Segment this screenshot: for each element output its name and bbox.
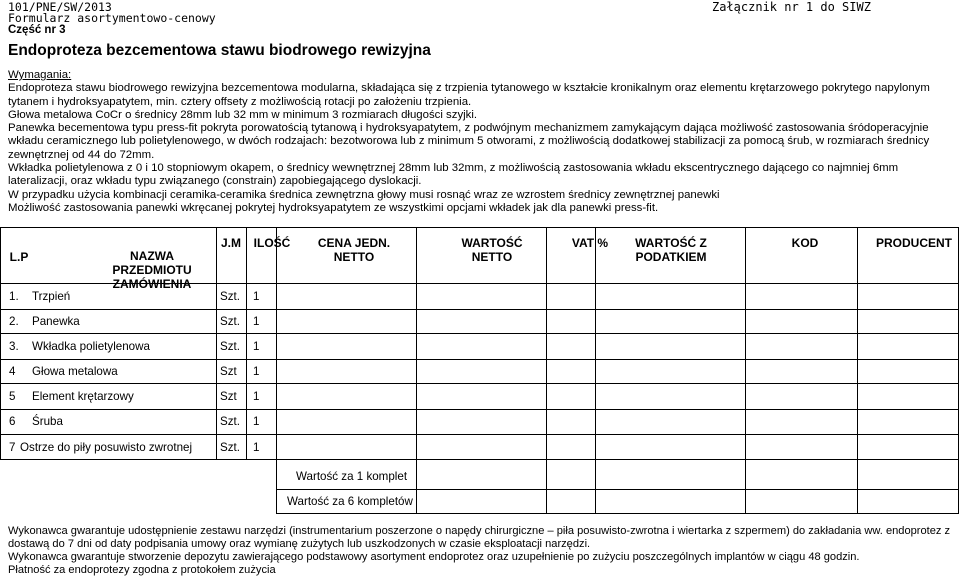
row-number: 6 bbox=[9, 415, 16, 428]
page-title: Endoproteza bezcementowa stawu biodrowego rewizyjna bbox=[8, 42, 431, 59]
row-item-name: Śruba bbox=[32, 415, 63, 428]
requirement-paragraph: Głowa metalowa CoCr o średnicy 28mm lub 32 mm w minimum 3 rozmiarach długości szyjki. bbox=[8, 108, 478, 121]
col-header-unit: J.M bbox=[220, 236, 241, 250]
requirement-paragraph: Możliwość zastosowania panewki wkręcanej pokrytej hydroksyapatytem ze wszystkimi opcjami wkładek jak dla panewki press-fit. bbox=[8, 201, 659, 214]
row-quantity: 1 bbox=[253, 365, 260, 378]
row-item-name: Trzpień bbox=[32, 290, 71, 303]
row-item-name: Wkładka polietylenowa bbox=[32, 340, 150, 353]
row-quantity: 1 bbox=[253, 315, 260, 328]
footer-note: Wykonawca gwarantuje stworzenie depozytu zawierającego podstawowy asortyment endoprotez oraz uzupełnienie po zużyciu poszczególnych implantów w ciągu 48 godzin. bbox=[8, 551, 860, 563]
col-header-lp: L.P bbox=[9, 250, 29, 264]
requirement-paragraph: Panewka becementowa typu press-fit pokryta porowatością tytanową i hydroksyapatytem, z podwójnym mechanizmem zamykającym dająca możliwość zastosowania śródoperacyjnie wkładu ceramicznego lub polietylenowego, w dwóch rodzajach: bezotworowa lub z minimum 5 otworami, z możliwością dodatkowej stabilizacji za pomocą śrub, w rozmiarach średnicy zewnętrznej od 44 do 72mm. bbox=[8, 122, 930, 161]
row-number: 5 bbox=[9, 390, 16, 403]
requirement-paragraph: Wkładka polietylenowa z 0 i 10 stopniowym okapem, o średnicy wewnętrznej 28mm lub 32mm, z możliwością zastosowania wkładu ekscentrycznego dającego co najmniej 6mm lateralizacji, oraz wkładu typu związanego (constrain) zapobiegającego dyslokacji. bbox=[8, 162, 899, 188]
row-number: 2. bbox=[9, 315, 19, 328]
row-quantity: 1 bbox=[253, 290, 260, 303]
row-unit: Szt. bbox=[220, 415, 240, 428]
col-header-qty: ILOŚĆ bbox=[253, 236, 291, 250]
form-name: Formularz asortymentowo-cenowy bbox=[8, 11, 216, 25]
summary-label-1-set: Wartość za 1 komplet bbox=[296, 470, 408, 483]
row-number: 3. bbox=[9, 340, 19, 353]
row-unit: Szt. bbox=[220, 315, 240, 328]
row-unit: Szt. bbox=[220, 441, 240, 454]
row-quantity: 1 bbox=[253, 340, 260, 353]
row-quantity: 1 bbox=[253, 441, 260, 454]
row-unit: Szt bbox=[220, 365, 237, 378]
row-unit: Szt. bbox=[220, 290, 240, 303]
col-header-name: NAZWA PRZEDMIOTU ZAMÓWIENIA bbox=[112, 249, 192, 291]
row-unit: Szt bbox=[220, 390, 237, 403]
col-header-vat: VAT % bbox=[571, 236, 609, 250]
col-header-code: KOD bbox=[791, 236, 819, 250]
row-number: 4 bbox=[9, 365, 16, 378]
document-reference: 101/PNE/SW/2013 bbox=[8, 0, 112, 14]
requirement-paragraph: W przypadku użycia kombinacji ceramika-ceramika średnica zewnętrzna głowy musi rosnąć wraz ze wzrostem średnicy zewnętrznej panewki bbox=[8, 188, 720, 201]
requirements-section bbox=[8, 69, 952, 215]
footer-notes bbox=[8, 525, 952, 577]
summary-label-6-sets: Wartość za 6 kompletów bbox=[287, 495, 413, 508]
footer-note: Wykonawca gwarantuje udostępnienie zestawu narzędzi (instrumentarium poszerzone o napędy chirurgiczne – piła posuwisto-zwrotna i wiertarka z szpermem) do zakładania ww. endoprotez z dostawą do 7 dni od daty podpisania umowy oraz wymianę zużytych lub uszkodzonych w czasie eksploatacji narzędzi. bbox=[8, 525, 951, 550]
row-item-name: Element krętarzowy bbox=[32, 390, 134, 403]
row-quantity: 1 bbox=[253, 390, 260, 403]
row-item-name: Panewka bbox=[32, 315, 80, 328]
part-label: Część nr 3 bbox=[8, 24, 66, 36]
row-item-name: Ostrze do piły posuwisto zwrotnej bbox=[20, 441, 193, 454]
row-item-name: Głowa metalowa bbox=[32, 365, 118, 378]
row-number: 1. bbox=[9, 290, 19, 303]
annex-label: Załącznik nr 1 do SIWZ bbox=[712, 0, 871, 14]
row-quantity: 1 bbox=[253, 415, 260, 428]
col-header-producer: PRODUCENT bbox=[875, 236, 952, 250]
row-unit: Szt. bbox=[220, 340, 240, 353]
requirement-paragraph: Endoproteza stawu biodrowego rewizyjna bezcementowa modularna, składająca się z trzpienia tytanowego w kształcie kronikalnym oraz elementu krętarzowego pokrytego napylonym tytanem i hydroksyapatytem, min. cztery offsety z możliwością rotacji po założeniu trzpienia. bbox=[8, 82, 930, 108]
col-header-unit-price: CENA JEDN. NETTO bbox=[317, 236, 391, 264]
footer-note: Płatność za endoprotezy zgodna z protokołem zużycia bbox=[8, 564, 276, 576]
col-header-value-tax: WARTOŚĆ Z PODATKIEM bbox=[635, 236, 707, 264]
col-header-value-net: WARTOŚĆ NETTO bbox=[461, 236, 523, 264]
row-number: 7 bbox=[9, 441, 16, 454]
requirements-heading: Wymagania: bbox=[8, 69, 72, 81]
